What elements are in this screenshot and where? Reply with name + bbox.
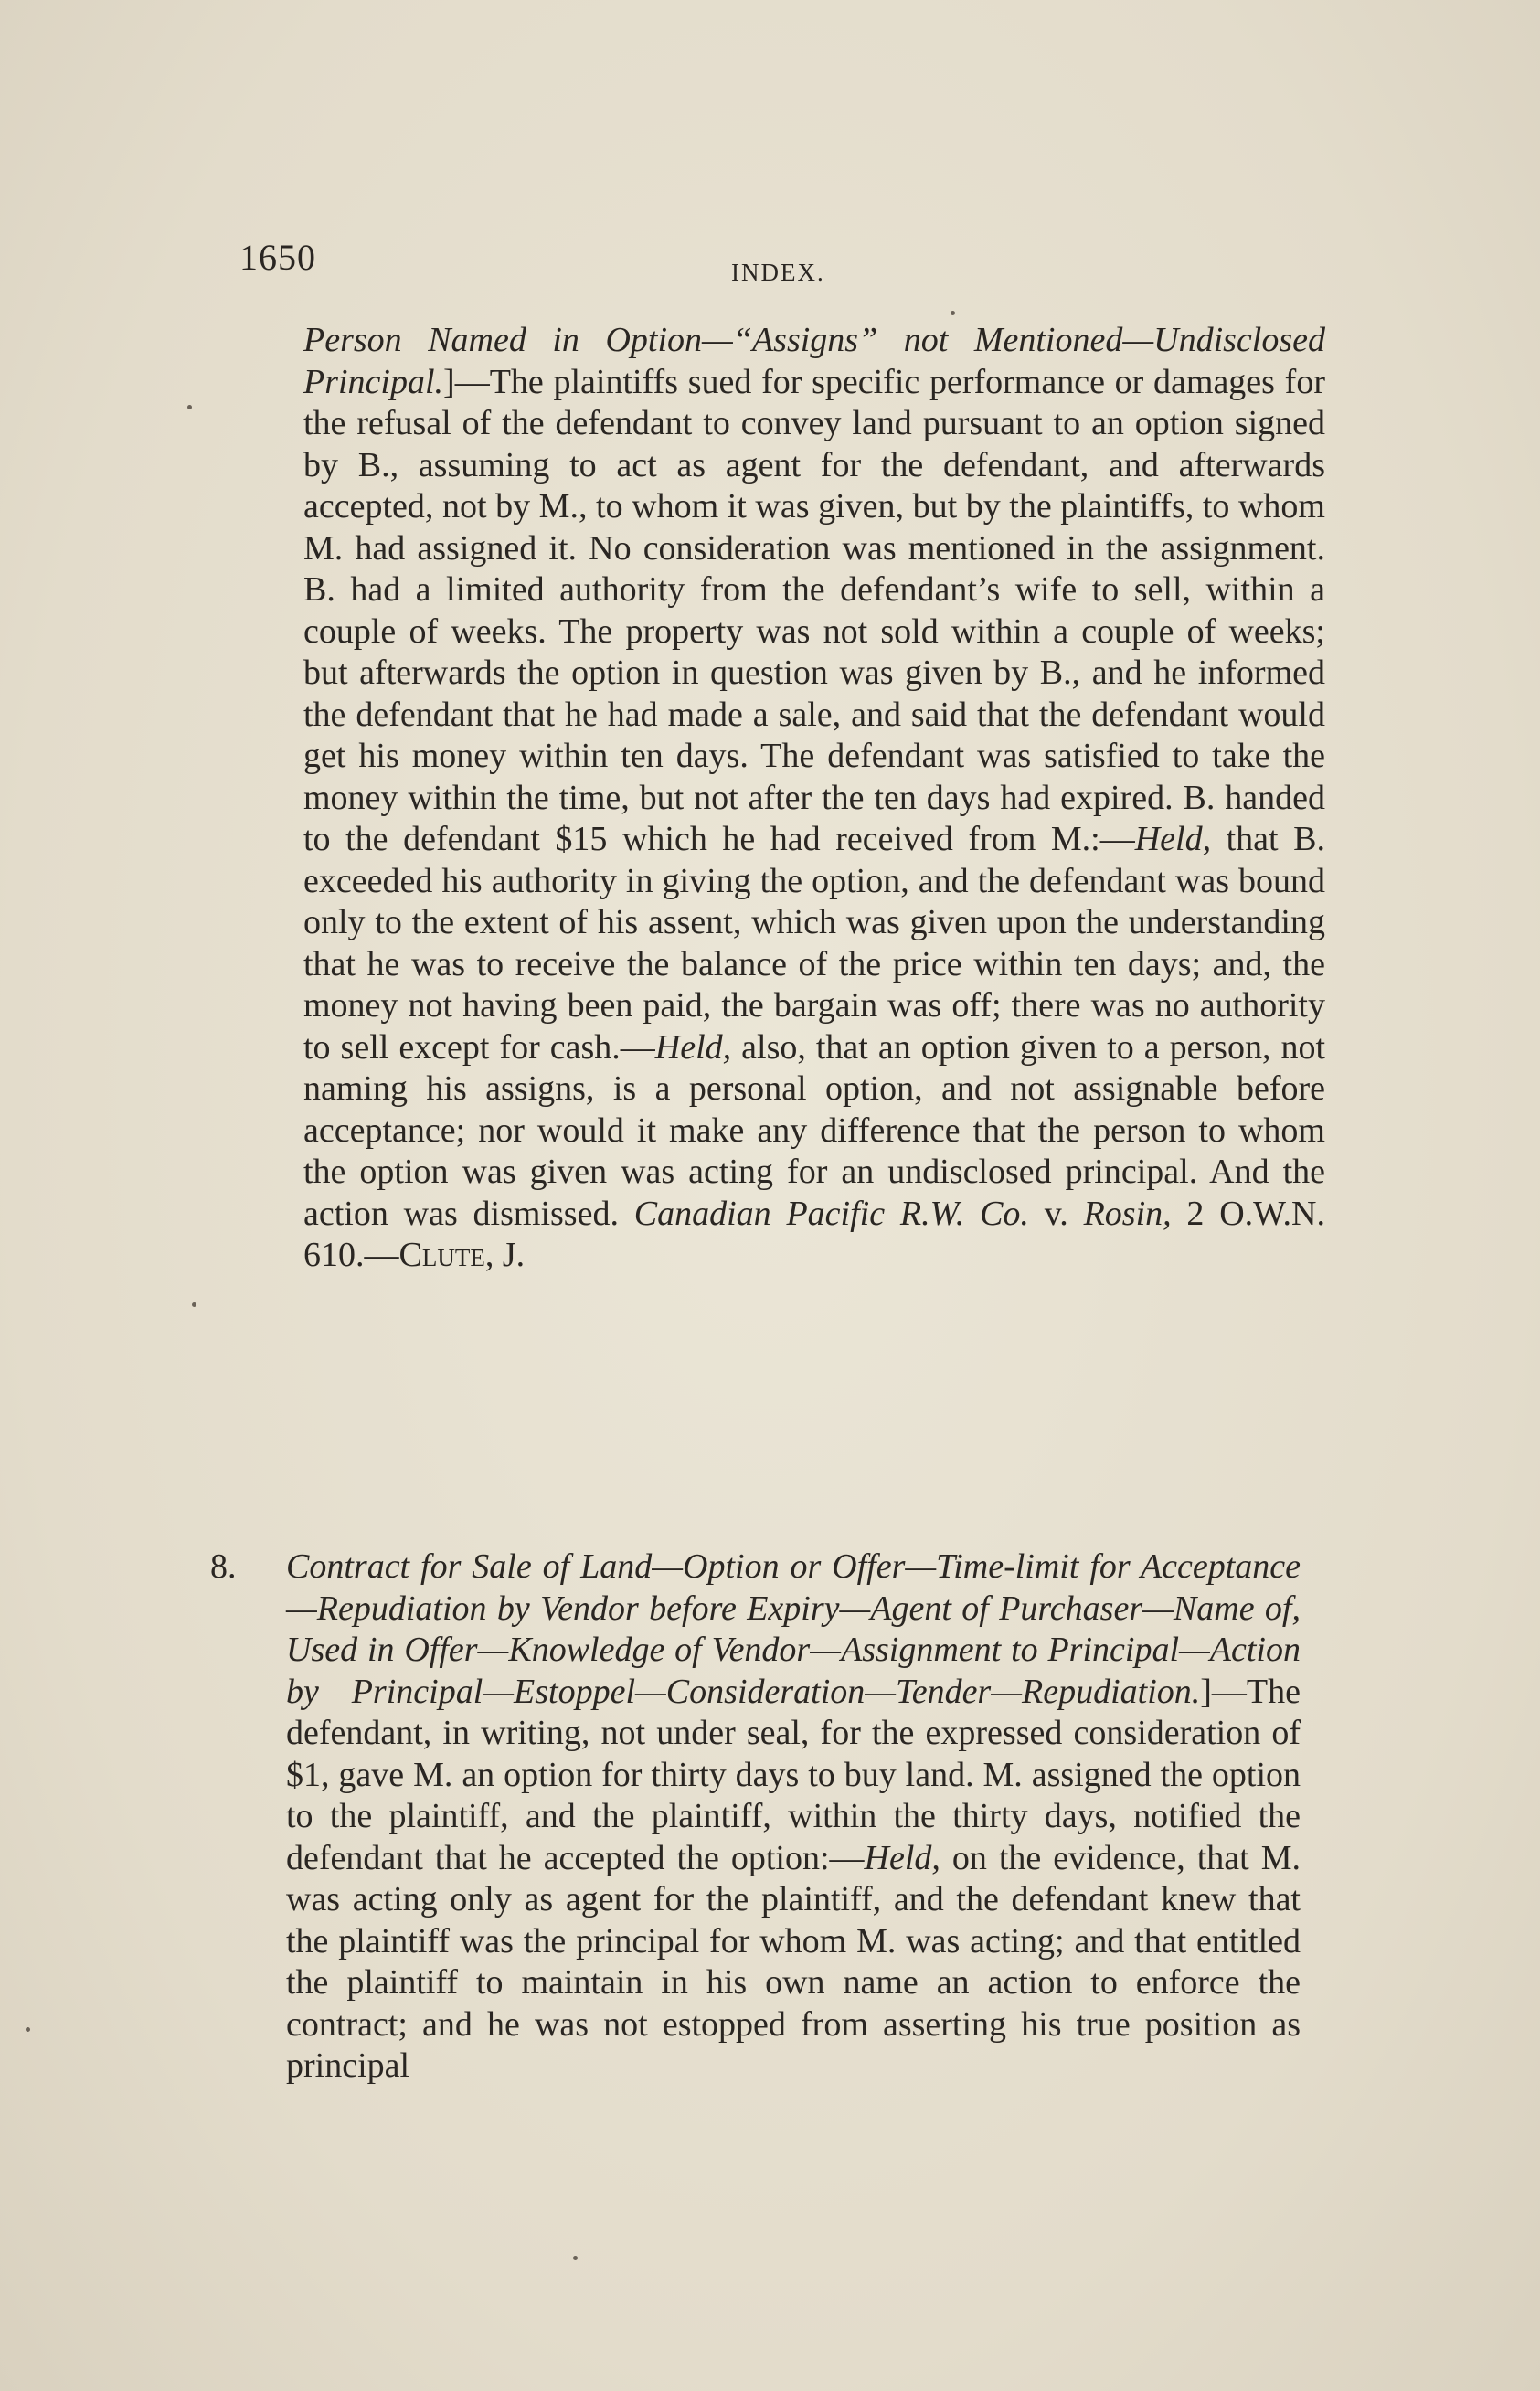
entry-paragraph bbox=[303, 320, 1325, 1277]
case-reporter: 2 O.W.N. 610.— bbox=[303, 1194, 1325, 1274]
entry-text: ]—The plaintiffs sued for specific performance or damages for the refusal of the defendant to convey land pursuant to an option signed by B., assuming to act as agent for the defendant, and afterwards accepted, not by M., to whom it was given, but by the plaintiffs, to whom M. had assigned it. No consideration was mentioned in the assignment. B. had a limited authority from the defendant’s wife to sell, within a couple of weeks. The property was not sold within a couple of weeks; but afterwards the option in question was given by B., and he informed the defendant that he had made a sale, and said that the defendant would get his money within ten days. The defendant was satisfied to take the money within the time, but not after the ten days had expired. B. handed to the defendant $15 which he had received from M.:— bbox=[303, 362, 1325, 858]
entry-text: also, that an option given to a person, not naming his assigns, is a personal option, and not assignable before acceptance; nor would it make any difference that the person to whom the option was given was acting for an undisclosed principal. And the action was dismissed. bbox=[303, 1027, 1326, 1233]
entry-text: that B. exceeded his authority in giving the option, and the defendant was bound only to the extent of his assent, which was given upon the understanding that he was to receive the balance of the price within ten days; and, the money not having been paid, the bargain was off; there was no authority to sell except for cash.— bbox=[303, 820, 1325, 1067]
entry-text: ]—The defendant, in writing, not under seal, for the expressed consideration of $1, gave M. an option for thirty days to buy land. M. assigned the option to the plaintiff, and the plaintiff, within the thirty days, notified the defendant that he accepted the option:— bbox=[286, 1672, 1301, 1877]
paper-speck bbox=[951, 311, 955, 315]
case-judge: Clute, J. bbox=[398, 1236, 526, 1274]
entry-number: 8. bbox=[210, 1547, 237, 1586]
paper-speck bbox=[192, 1302, 196, 1307]
case-name-party-1: Canadian Pacific R.W. Co. bbox=[633, 1194, 1029, 1233]
entry-paragraph bbox=[286, 1546, 1301, 2088]
index-entry-person-named-in-option bbox=[303, 320, 1325, 1277]
entry-catchwords: Person Named in Option—“Assigns” not Mentioned—Undisclosed Principal. bbox=[303, 321, 1325, 401]
entry-text: on the evidence, that M. was acting only as agent for the plaintiff, and the defendant knew that the plaintiff was the principal for whom M. was acting; and that entitled the plaintiff to maintain in his own name an action to enforce the contract; and he was not estopped from asserting his true position as principal bbox=[286, 1838, 1301, 2085]
running-head: INDEX. bbox=[731, 259, 825, 286]
case-name-party-2: Rosin, bbox=[1083, 1194, 1172, 1233]
held-label: Held, bbox=[864, 1838, 940, 1877]
paper-speck bbox=[187, 405, 192, 409]
paper-speck bbox=[26, 2027, 30, 2032]
case-versus: v. bbox=[1028, 1194, 1084, 1233]
page-number: 1650 bbox=[239, 237, 316, 278]
entry-catchwords: Contract for Sale of Land—Option or Offer—Time-limit for Acceptance—Repudiation by Vendor before Expiry—Agent of Purchaser—Name of, Used in Offer—Knowledge of Vendor—Assignment to Principal—Action by Principal—Estoppel—Consideration—Tender—Repudiation. bbox=[286, 1547, 1301, 1711]
index-entry-contract-for-sale-of-land bbox=[286, 1546, 1301, 2088]
paper-speck bbox=[573, 2256, 578, 2260]
held-label: Held, bbox=[654, 1027, 732, 1067]
held-label: Held, bbox=[1134, 820, 1212, 858]
